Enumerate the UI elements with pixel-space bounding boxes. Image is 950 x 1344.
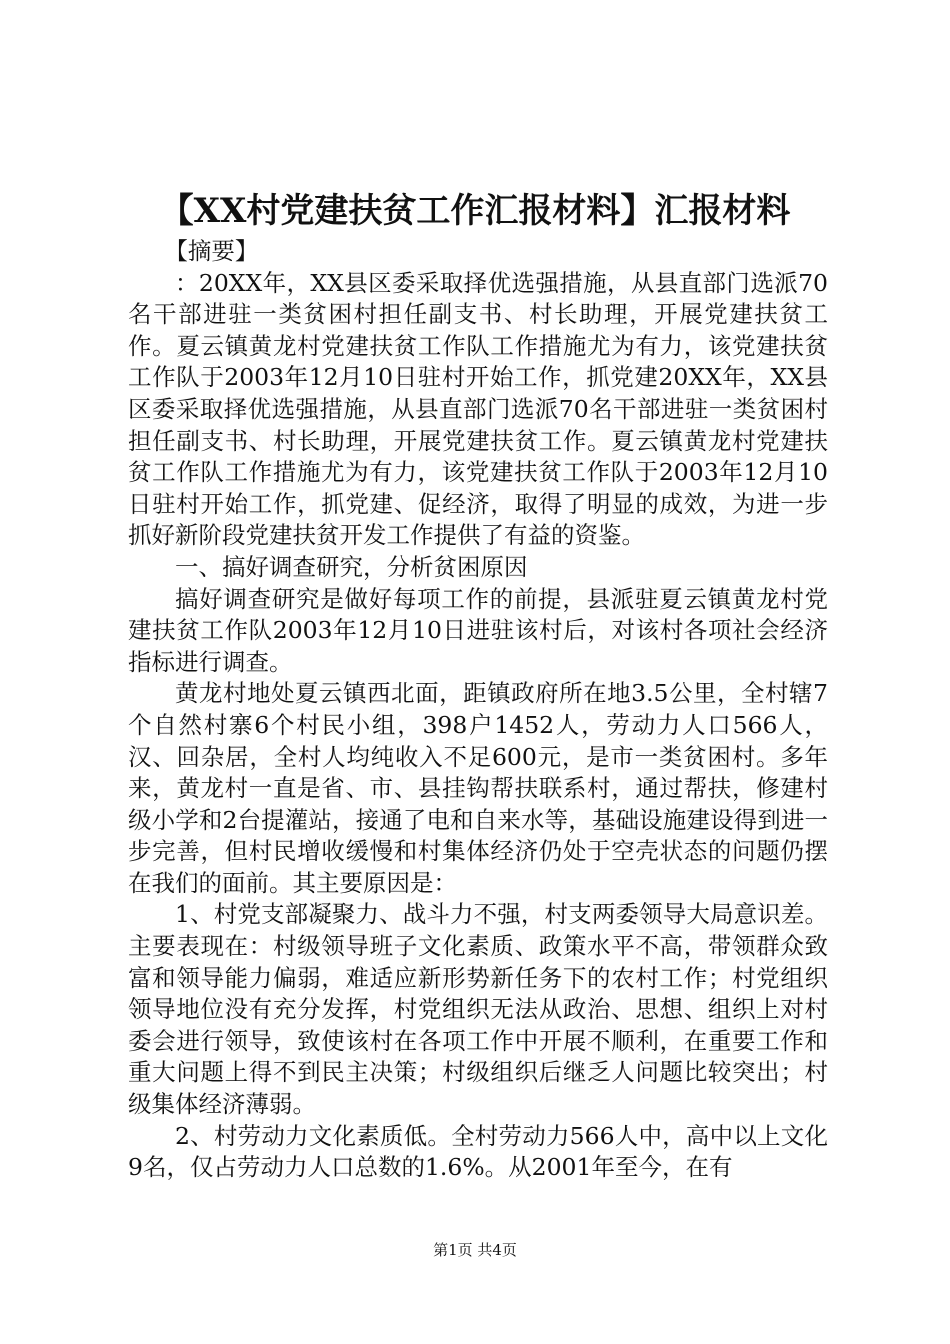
section-heading-1: 一、搞好调查研究，分析贫困原因 xyxy=(175,552,528,581)
body-paragraph: 搞好调查研究是做好每项工作的前提，县派驻夏云镇黄龙村党建扶贫工作队2003年12月10日进驻该村后，对该村各项社会经济指标进行调查。 xyxy=(128,584,828,676)
abstract-paragraph: ：20XX年，XX县区委采取择优选强措施，从县直部门选派70名干部进驻一类贫困村担任副支书、村长助理，开展党建扶贫工作。夏云镇黄龙村党建扶贫工作队工作措施尤为有力，该党建扶贫工作队于2003年12月10日驻村开始工作，抓党建20XX年，XX县区委采取择优选强措施，从县直部门选派70名干部进驻一类贫困村担任副支书、村长助理，开展党建扶贫工作。夏云镇黄龙村党建扶贫工作队工作措施尤为有力，该党建扶贫工作队于2003年12月10日驻村开始工作，抓党建、促经济，取得了明显的成效，为进一步抓好新阶段党建扶贫开发工作提供了有益的资鉴。 xyxy=(128,268,828,550)
page-footer: 第1页 共4页 xyxy=(433,1241,517,1259)
abstract-label: 【摘要】 xyxy=(164,237,259,265)
document-title: 【XX村党建扶贫工作汇报材料】汇报材料 xyxy=(159,191,791,231)
reason-paragraph-2: 2、村劳动力文化素质低。全村劳动力566人中，高中以上文化9名，仅占劳动力人口总数的1.6%。从2001年至今，在有 xyxy=(128,1121,828,1182)
body-paragraph: 黄龙村地处夏云镇西北面，距镇政府所在地3.5公里，全村辖7个自然村寨6个村民小组，398户1452人，劳动力人口566人，汉、回杂居，全村人均纯收入不足600元，是市一类贫困村。多年来，黄龙村一直是省、市、县挂钩帮扶联系村，通过帮扶，修建村级小学和2台提灌站，接通了电和自来水等，基础设施建设得到进一步完善，但村民增收缓慢和村集体经济仍处于空壳状态的问题仍摆在我们的面前。其主要原因是： xyxy=(128,679,828,897)
document-body xyxy=(128,236,828,1184)
reason-paragraph-1: 1、村党支部凝聚力、战斗力不强，村支两委领导大局意识差。主要表现在：村级领导班子文化素质、政策水平不高，带领群众致富和领导能力偏弱，难适应新形势新任务下的农村工作；村党组织领导地位没有充分发挥，村党组织无法从政治、思想、组织上对村委会进行领导，致使该村在各项工作中开展不顺利，在重要工作和重大问题上得不到民主决策；村级组织后继乏人问题比较突出；村级集体经济薄弱。 xyxy=(128,900,828,1119)
